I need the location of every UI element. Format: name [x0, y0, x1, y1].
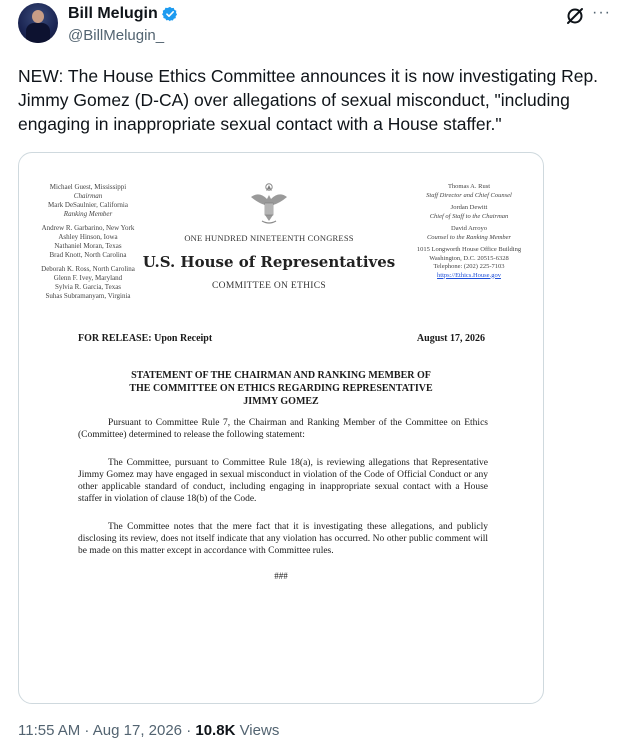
avatar-head [32, 10, 44, 23]
ranking-role: Ranking Member [63, 210, 113, 218]
member-name: Suhas Subramanyam, Virginia [45, 292, 131, 300]
office-phone: Telephone: (202) 225-7103 [433, 263, 505, 270]
congress-label: ONE HUNDRED NINETEENTH CONGRESS [184, 233, 354, 243]
member-name: Sylvia R. Garcia, Texas [54, 283, 122, 291]
statement-paragraph [78, 417, 488, 441]
member-name: Brad Knott, North Carolina [49, 251, 127, 259]
display-name[interactable]: Bill Melugin [68, 5, 158, 22]
staff-role: Chief of Staff to the Chairman [429, 212, 509, 220]
staff-name: David Arroyo [451, 225, 487, 232]
ranking-name: Mark DeSaulnier, California [47, 201, 128, 209]
member-group-1 [33, 224, 143, 260]
paragraph-text: Pursuant to Committee Rule 7, the Chairman and Ranking Member of the Committee on Ethics (Committee) determined to release the following statement: [78, 418, 488, 440]
committee-staff-list [399, 183, 539, 280]
member-name: Andrew R. Garbarino, New York [41, 224, 135, 232]
tweet-date[interactable]: Aug 17, 2026 [92, 722, 183, 739]
paragraph-text: The Committee notes that the mere fact that it is investigating these allegations, and publicly disclosing its review, does not itself indicate that any violation has occurred. No other public comment will be made on this matter except in accordance with Committee rules. [78, 522, 488, 556]
release-label: FOR RELEASE: Upon Receipt [78, 333, 213, 344]
tweet-meta [18, 722, 279, 739]
staff-role: Counsel to the Ranking Member [426, 233, 512, 241]
end-mark: ### [274, 571, 288, 581]
chair-name: Michael Guest, Mississippi [49, 183, 127, 191]
house-seal-icon [247, 181, 291, 227]
member-group-2 [33, 265, 143, 301]
statement-paragraph [78, 521, 488, 557]
views-count: 10.8K [195, 722, 236, 739]
ethics-press-release [19, 153, 543, 703]
attached-image[interactable] [18, 152, 544, 704]
more-options-icon[interactable]: ··· [592, 4, 611, 21]
statement-heading: STATEMENT OF THE CHAIRMAN AND RANKING MEMBER OF THE COMMITTEE ON ETHICS REGARDING REPRESENTATIVE JIMMY GOMEZ [129, 370, 433, 407]
grok-icon[interactable] [565, 6, 585, 26]
chair-role: Chairman [73, 192, 103, 200]
paragraph-text: The Committee, pursuant to Committee Rule 18(a), is reviewing allegations that Representative Jimmy Gomez may have engaged in sexual misconduct in violation of the Code of Official Conduct or any other applicable standard of conduct, including engaging in inappropriate sexual contact with a House staffer in violation of clause 18(b) of the Code. [78, 458, 488, 504]
committee-name: COMMITTEE ON ETHICS [212, 281, 326, 291]
verified-badge-icon [162, 6, 178, 22]
member-name: Nathaniel Moran, Texas [54, 242, 122, 250]
user-handle[interactable]: @BillMelugin_ [68, 27, 165, 44]
office-city: Washington, D.C. 20515-6328 [429, 254, 509, 262]
member-name: Deborah K. Ross, North Carolina [41, 265, 135, 273]
member-name: Glenn F. Ivey, Maryland [53, 274, 123, 282]
tweet-text: NEW: The House Ethics Committee announces it is now investigating Rep. Jimmy Gomez (D-CA) over allegations of sexual misconduct, "including engaging in inappropriate sexual contact with a House staffer." [18, 66, 599, 134]
statement-paragraph [78, 457, 488, 505]
member-name: Ashley Hinson, Iowa [58, 233, 118, 241]
ethics-website-link: https://Ethics.House.gov [437, 271, 501, 279]
staff-role: Staff Director and Chief Counsel [426, 191, 512, 199]
staff-name: Jordan Dewitt [450, 204, 488, 211]
house-title: U.S. House of Representatives [142, 253, 396, 271]
views-label: Views [235, 722, 280, 739]
meta-separator: · [80, 722, 93, 739]
release-date: August 17, 2026 [416, 333, 485, 344]
tweet-time[interactable]: 11:55 AM [18, 722, 81, 739]
committee-members-list [33, 183, 143, 301]
avatar-body [26, 23, 50, 43]
meta-separator: · [182, 722, 196, 739]
staff-name: Thomas A. Rust [447, 183, 491, 190]
avatar[interactable] [18, 3, 58, 43]
office-address: 1015 Longworth House Office Building [416, 246, 522, 253]
